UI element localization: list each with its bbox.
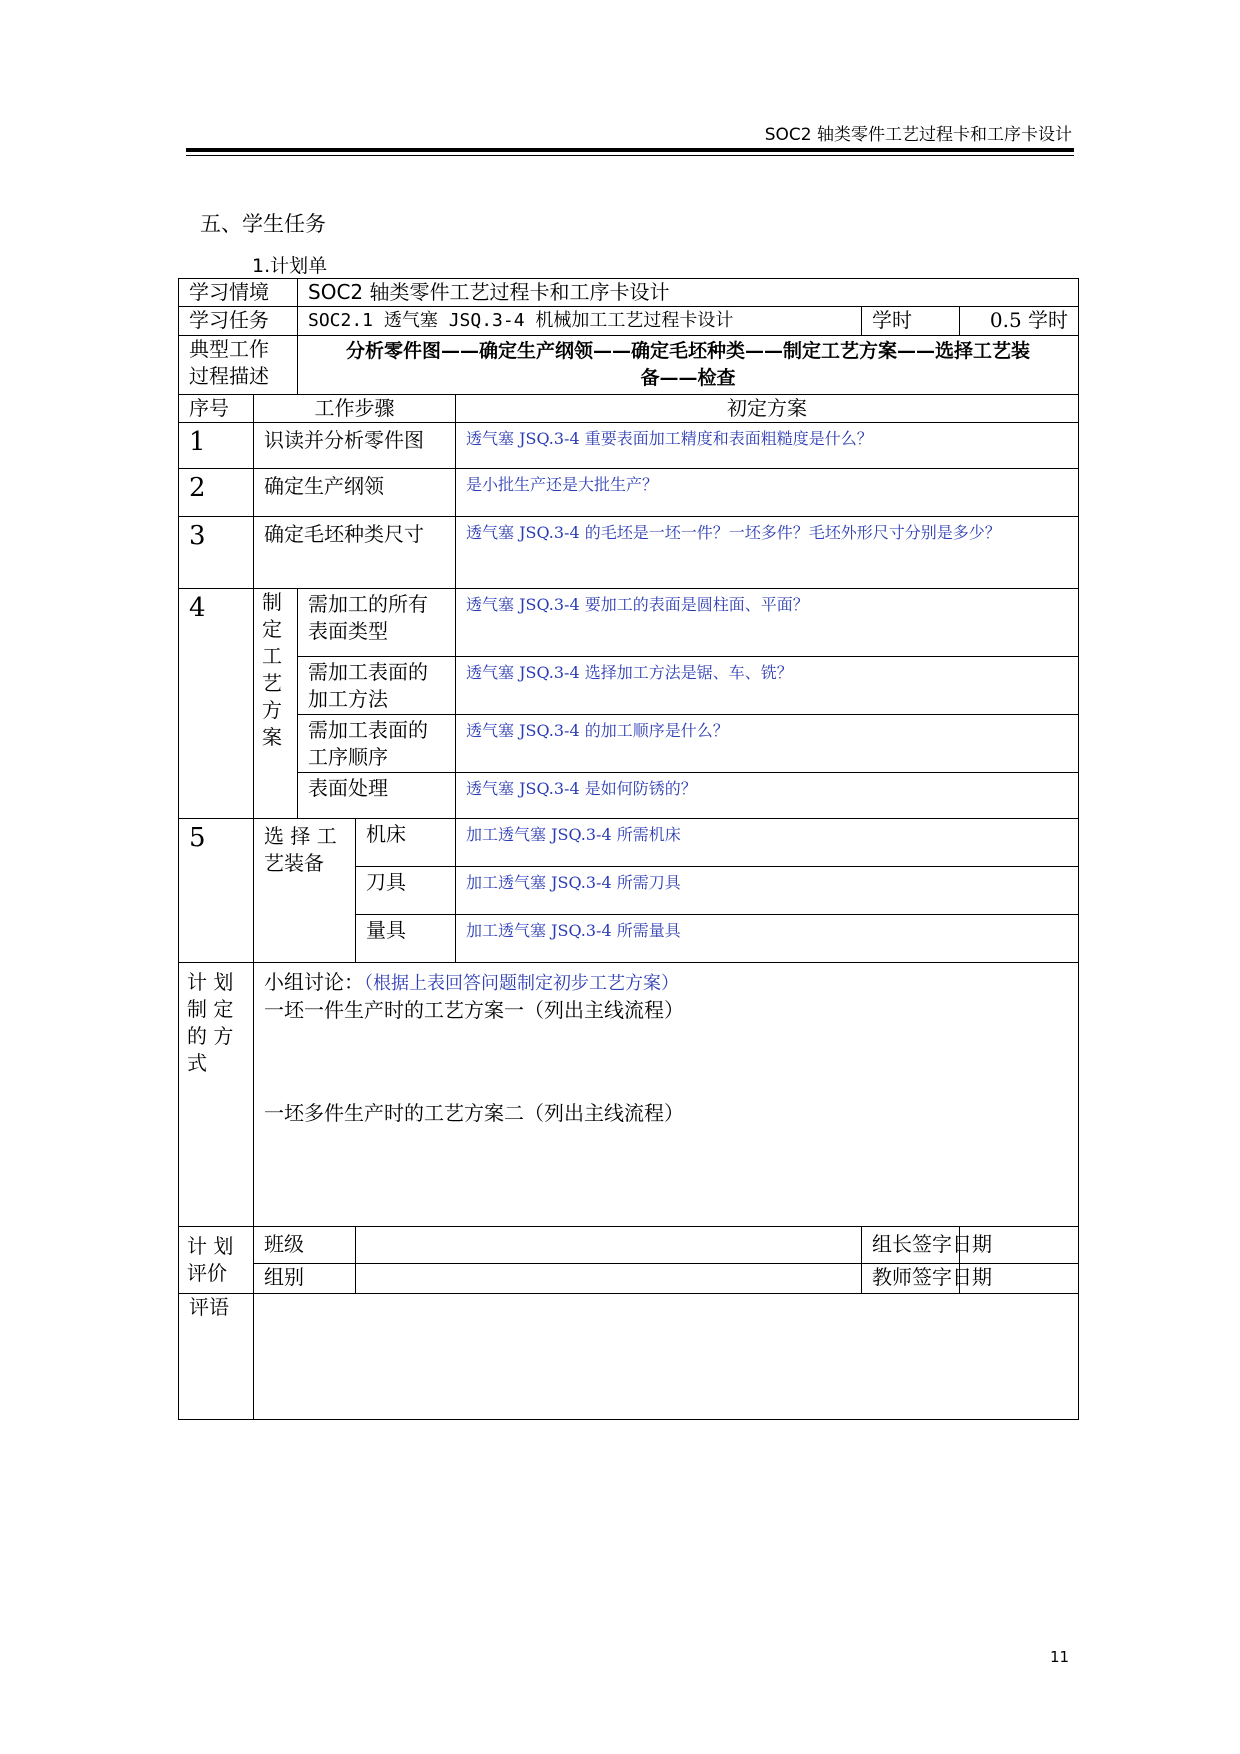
row5-step-1: 机床	[356, 819, 456, 867]
table-row	[179, 589, 1079, 657]
method-label: 计 划 制 定 的 方 式	[179, 963, 254, 1227]
task-label: 学习任务	[179, 307, 298, 336]
discussion-area	[254, 963, 1079, 1227]
hours-value: 0.5 学时	[960, 307, 1079, 336]
col-plan-header: 初定方案	[456, 395, 1079, 423]
table-row	[179, 657, 1079, 715]
row4-step-1: 需加工的所有表面类型	[298, 589, 456, 657]
process-label: 典型工作过程描述	[179, 336, 298, 395]
row-plan: 透气塞 JSQ.3-4 重要表面加工精度和表面粗糙度是什么？	[456, 423, 1079, 469]
row4-plan-3: 透气塞 JSQ.3-4 的加工顺序是什么？	[456, 715, 1079, 773]
row5-plan-3: 加工透气塞 JSQ.3-4 所需量具	[456, 915, 1079, 963]
scheme-two: 一坯多件生产时的工艺方案二（列出主线流程）	[264, 1101, 684, 1125]
row-seq: 2	[179, 469, 254, 517]
discussion-label: 小组讨论：	[264, 970, 364, 994]
subsection-number: 1.	[252, 255, 271, 277]
row5-step-3: 量具	[356, 915, 456, 963]
subsection-label: 计划单	[270, 255, 328, 277]
row4-step-3: 需加工表面的工序顺序	[298, 715, 456, 773]
row-plan: 透气塞 JSQ.3-4 的毛坯是一坯一件？一坯多件？毛坯外形尺寸分别是多少？	[456, 517, 1079, 589]
row4-seq: 4	[179, 589, 254, 819]
scheme-one: 一坯一件生产时的工艺方案一（列出主线流程）	[264, 998, 684, 1022]
eval-label: 计 划 评价	[179, 1227, 254, 1294]
row-seq: 1	[179, 423, 254, 469]
table-row	[179, 773, 1079, 819]
row4-step-2: 需加工表面的加工方法	[298, 657, 456, 715]
row-step: 确定生产纲领	[254, 469, 456, 517]
class-value[interactable]	[356, 1227, 862, 1264]
hours-label: 学时	[862, 307, 960, 336]
context-value: SOC2 轴类零件工艺过程卡和工序卡设计	[298, 279, 1079, 307]
row4-plan-4: 透气塞 JSQ.3-4 是如何防锈的？	[456, 773, 1079, 819]
row-seq: 3	[179, 517, 254, 589]
header-rule-thick	[186, 148, 1074, 152]
table-row	[179, 423, 1079, 469]
table-row	[179, 819, 1079, 867]
table-row	[179, 517, 1079, 589]
table-row	[179, 469, 1079, 517]
row4-plan-1: 透气塞 JSQ.3-4 要加工的表面是圆柱面、平面？	[456, 589, 1079, 657]
leader-sign-label: 组长签字日期	[862, 1227, 960, 1264]
row4-step-4: 表面处理	[298, 773, 456, 819]
row5-group: 选 择 工艺装备	[254, 819, 356, 963]
section-title: 五、学生任务	[200, 212, 326, 236]
plan-table	[178, 278, 1079, 1420]
row5-seq: 5	[179, 819, 254, 963]
task-value: SOC2.1 透气塞 JSQ.3-4 机械加工工艺过程卡设计	[298, 307, 862, 336]
row4-group: 制定工艺方案	[254, 589, 298, 819]
header-title: SOC2 轴类零件工艺过程卡和工序卡设计	[764, 125, 1072, 145]
teacher-sign-label: 教师签字日期	[862, 1264, 960, 1294]
page-number: 11	[1050, 1648, 1070, 1666]
col-step-header: 工作步骤	[254, 395, 456, 423]
context-label: 学习情境	[179, 279, 298, 307]
process-value: 分析零件图——确定生产纲领——确定毛坯种类——制定工艺方案——选择工艺装备——检查	[298, 336, 1079, 395]
col-seq-header: 序号	[179, 395, 254, 423]
row5-step-2: 刀具	[356, 867, 456, 915]
subsection-title	[252, 251, 327, 278]
row-step: 识读并分析零件图	[254, 423, 456, 469]
row4-plan-2: 透气塞 JSQ.3-4 选择加工方法是锯、车、铣？	[456, 657, 1079, 715]
row-plan: 是小批生产还是大批生产？	[456, 469, 1079, 517]
class-label: 班级	[254, 1227, 356, 1264]
row5-plan-2: 加工透气塞 JSQ.3-4 所需刀具	[456, 867, 1079, 915]
row5-plan-1: 加工透气塞 JSQ.3-4 所需机床	[456, 819, 1079, 867]
discussion-hint: （根据上表回答问题制定初步工艺方案）	[364, 973, 679, 994]
header-rule-thin	[186, 155, 1074, 156]
group-label: 组别	[254, 1264, 356, 1294]
row-step: 确定毛坯种类尺寸	[254, 517, 456, 589]
comment-value[interactable]	[254, 1294, 1079, 1420]
comment-label: 评语	[179, 1294, 254, 1420]
table-row	[179, 715, 1079, 773]
group-value[interactable]	[356, 1264, 862, 1294]
